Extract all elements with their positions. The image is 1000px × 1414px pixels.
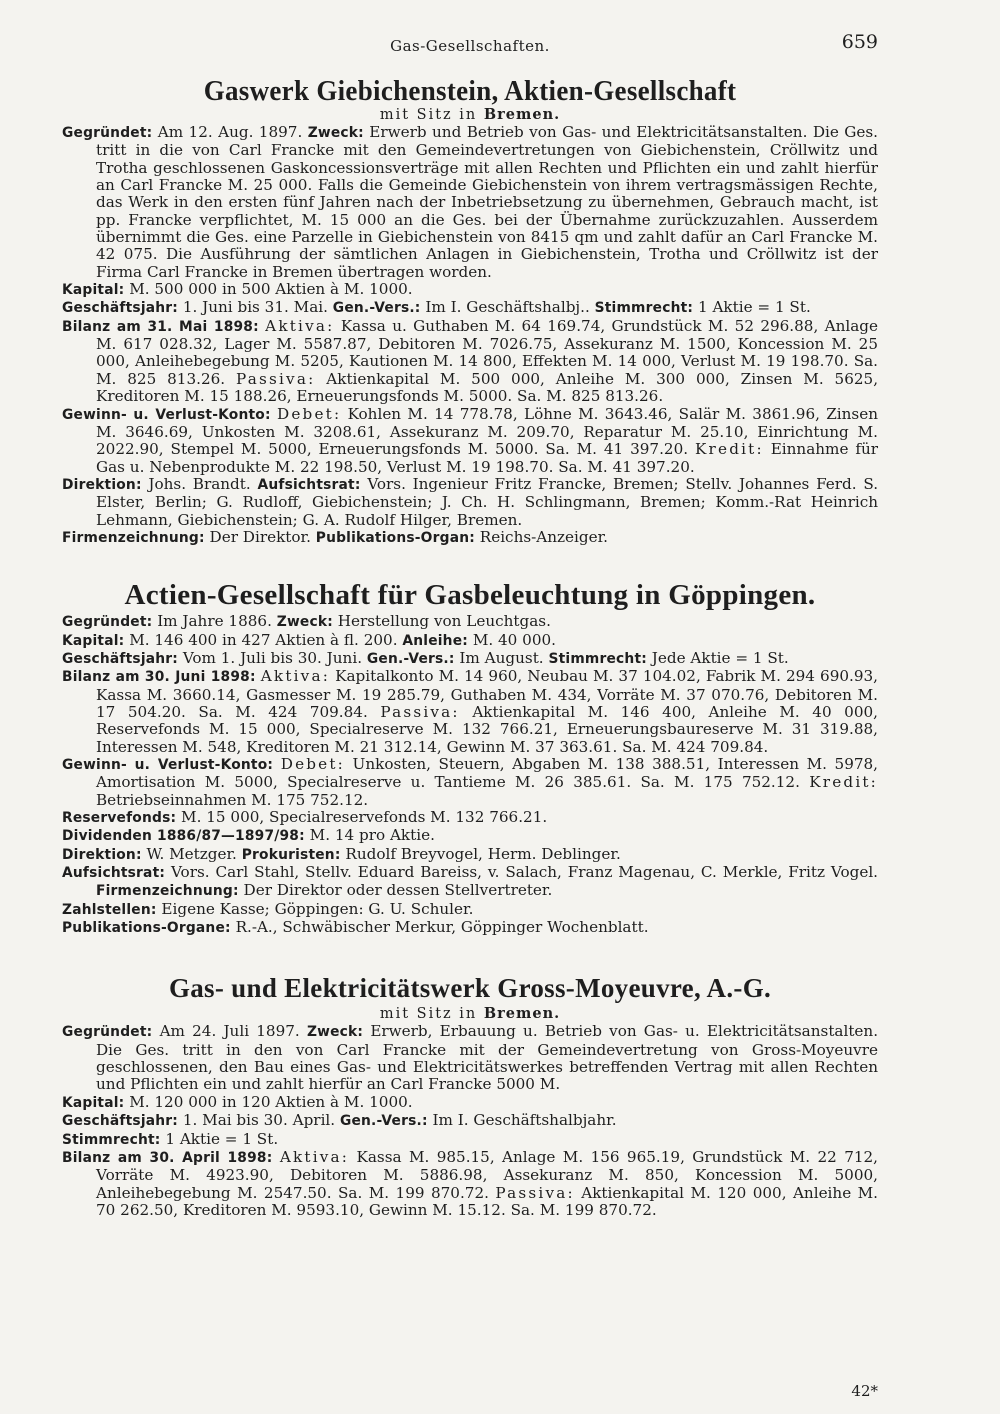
- balance-entry: Bilanz am 30. Juni 1898: Aktiva: Kapitalkonto M. 14 960, Neubau M. 37 104.02, Fabrik M. 294 690.93, Kassa M. 3660.14, Gasmesser M. 19 285.79, Guthaben M. 434, Vorräte M. 37 070.76, Debitoren M. 17 504.20. Sa. M. 424 709.84. Passiva: Aktienkapital M. 146 400, Anleihe M. 40 000, Reservefonds M. 15 000, Specialreserve M. 132 766.21, Erneuerungsbaureserve M. 31 319.88, Interessen M. 548, Kreditoren M. 21 312.14, Gewinn M. 37 363.61. Sa. M. 424 709.84.: [62, 667, 879, 756]
- publication-entry: Publikations-Organe: R.-A., Schwäbischer Merkur, Göppinger Wochenblatt.: [62, 918, 649, 937]
- balance-entry: Bilanz am 30. April 1898: Aktiva: Kassa M. 985.15, Anlage M. 156 965.19, Grundstück M. 22 712, Vorräte M. 4923.90, Debitoren M. 5886.98, Assekuranz M. 850, Koncession M. 5000, Anleihebegebung M. 2547.50. Sa. M. 199 870.72. Passiva: Aktienkapital M. 120 000, Anleihe M. 70 262.50, Kreditoren M. 9593.10, Gewinn M. 15.12. Sa. M. 199 870.72.: [62, 1147, 879, 1219]
- dividend-entry: Dividenden 1886/87—1897/98: M. 14 pro Aktie.: [62, 826, 435, 845]
- company-title: Gaswerk Giebichenstein, Aktien-Gesellschaft: [203, 75, 737, 107]
- profit-loss-entry: Gewinn- u. Verlust-Konto: Debet: Unkosten, Steuern, Abgaben M. 138 388.51, Interessen M. 5978, Amortisation M. 5000, Specialreserve u. Tantieme M. 26 385.61. Sa. M. 175 752.12. Kredit: Betriebseinnahmen M. 175 752.12.: [62, 755, 879, 809]
- capital-entry: Kapital: M. 146 400 in 427 Aktien à fl. 200. Anleihe: M. 40 000.: [62, 630, 556, 649]
- management-entry: Direktion: W. Metzger. Prokuristen: Rudolf Breyvogel, Herm. Deblinger.: [62, 844, 621, 863]
- company-entry-goeppingen: [62, 577, 878, 937]
- voting-entry: Stimmrecht: 1 Aktie = 1 St.: [62, 1129, 279, 1148]
- company-entry-gross-moyeuvre: [62, 971, 878, 1219]
- paying-agents-entry: Zahlstellen: Eigene Kasse; Göppingen: G. U. Schuler.: [62, 899, 474, 918]
- company-seat: mit Sitz in Bremen.: [379, 1005, 561, 1023]
- fiscal-year-entry: Geschäftsjahr: Vom 1. Juli bis 30. Juni. Gen.-Vers.: Im August. Stimmrecht: Jede Aktie = 1 St.: [62, 648, 789, 667]
- capital-entry: Kapital: M. 120 000 in 120 Aktien à M. 1000.: [62, 1092, 413, 1111]
- founding-entry: Gegründet: Am 12. Aug. 1897. Zweck: Erwerb und Betrieb von Gas- und Elektricitätsanstalten. Die Ges. tritt in die von Carl Francke mit den Gemeindevertretungen von Giebichenstein, Cröllwitz und Trotha geschlossenen Gaskoncessionsverträge mit allen Rechten und Pflichten ein und zahlt hierfür an Carl Francke M. 25 000. Falls die Gemeinde Giebichenstein von ihrem vertragsmässigen Rechte, das Werk in den ersten fünf Jahren nach der Inbetriebsetzung zu übernehmen, Gebrauch macht, ist pp. Francke verpflichtet, M. 15 000 an die Ges. bei der Übernahme zurückzuzahlen. Ausserdem übernimmt die Ges. eine Parzelle in Giebichenstein von 8415 qm und zahlt dafür an Carl Francke M. 42 075. Die Ausführung der sämtlichen Anlagen in Giebichenstein, Trotha und Cröllwitz ist der Firma Carl Francke in Bremen übertragen worden.: [62, 123, 878, 281]
- company-title: Actien-Gesellschaft für Gasbeleuchtung in Göppingen.: [124, 579, 816, 612]
- founding-entry: Gegründet: Im Jahre 1886. Zweck: Herstellung von Leuchtgas.: [62, 612, 551, 631]
- company-seat: mit Sitz in Bremen.: [379, 106, 561, 123]
- founding-entry: Gegründet: Am 24. Juli 1897. Zweck: Erwerb, Erbauung u. Betrieb von Gas- u. Elektricitätsanstalten. Die Ges. tritt in den von Carl Francke mit der Gemeindevertretung von Gross-Moyeuvre geschlossenen, den Bau eines Gas- und Elektricitätswerkes betreffenden Vertrag mit allen Rechten und Pflichten ein und zahlt hierfür an Carl Francke 5000 M.: [62, 1022, 879, 1094]
- capital-entry: Kapital: M. 500 000 in 500 Aktien à M. 1000.: [62, 280, 413, 299]
- company-entry-giebichenstein: [62, 74, 878, 547]
- page: [62, 30, 879, 1400]
- running-title: Gas-Gesellschaften.: [390, 37, 550, 55]
- management-entry: Direktion: Johs. Brandt. Aufsichtsrat: Vors. Ingenieur Fritz Francke, Bremen; Stellv. Johannes Ferd. S. Elster, Berlin; G. Rudloff, Giebichenstein; J. Ch. H. Schlingmann, Bremen; Komm.-Rat Heinrich Lehmann, Giebichenstein; G. A. Rudolf Hilger, Bremen.: [62, 474, 879, 529]
- signature-mark: 42*: [851, 1382, 878, 1400]
- balance-entry: Bilanz am 31. Mai 1898: Aktiva: Kassa u. Guthaben M. 64 169.74, Grundstück M. 52 296.88, Anlage M. 617 028.32, Lager M. 5587.87, Debitoren M. 7026.75, Assekuranz M. 1500, Koncession M. 25 000, Anleihebegebung M. 5205, Kautionen M. 14 800, Effekten M. 14 000, Verlust M. 19 198.70. Sa. M. 825 813.26. Passiva: Aktienkapital M. 500 000, Anleihe M. 300 000, Zinsen M. 5625, Kreditoren M. 15 188.26, Erneuerungsfonds M. 5000. Sa. M. 825 813.26.: [62, 316, 879, 406]
- signature-entry: Firmenzeichnung: Der Direktor. Publikations-Organ: Reichs-Anzeiger.: [62, 527, 608, 546]
- running-head: [62, 30, 878, 60]
- page-number: 659: [841, 31, 878, 53]
- profit-loss-entry: Gewinn- u. Verlust-Konto: Debet: Kohlen M. 14 778.78, Löhne M. 3643.46, Salär M. 3861.96, Zinsen M. 3646.69, Unkosten M. 3208.61, Assekuranz M. 209.70, Reparatur M. 25.10, Einrichtung M. 2022.90, Stempel M. 5000, Erneuerungsfonds M. 5000. Sa. M. 41 397.20. Kredit: Einnahme für Gas u. Nebenprodukte M. 22 198.50, Verlust M. 19 198.70. Sa. M. 41 397.20.: [62, 404, 879, 476]
- reserve-entry: Reservefonds: M. 15 000, Specialreservefonds M. 132 766.21.: [62, 808, 548, 827]
- supervisory-board-entry: Aufsichtsrat: Vors. Carl Stahl, Stellv. Eduard Bareiss, v. Salach, Franz Magenau, C. Merkle, Fritz Vogel. Firmenzeichnung: Der Direktor oder dessen Stellvertreter.: [62, 863, 879, 900]
- fiscal-year-entry: Geschäftsjahr: 1. Juni bis 31. Mai. Gen.-Vers.: Im I. Geschäftshalbj.. Stimmrecht: 1 Aktie = 1 St.: [62, 298, 811, 317]
- company-title: Gas- und Elektricitätswerk Gross-Moyeuvre, A.-G.: [168, 973, 772, 1004]
- fiscal-year-entry: Geschäftsjahr: 1. Mai bis 30. April. Gen.-Vers.: Im I. Geschäftshalbjahr.: [62, 1111, 617, 1130]
